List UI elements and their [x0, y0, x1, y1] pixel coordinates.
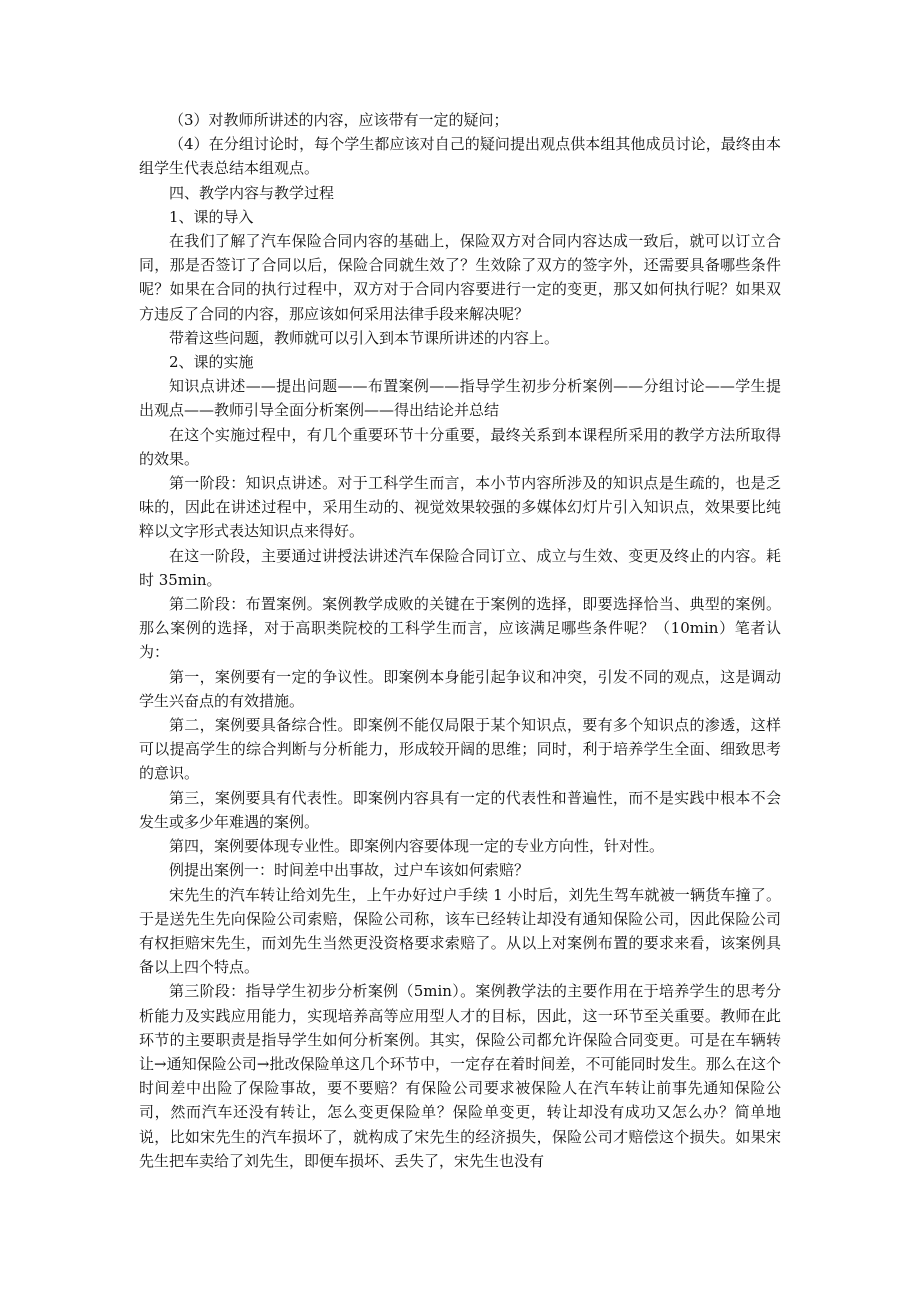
paragraph-case-title: 例提出案例一：时间差中出事故，过户车该如何索赔？	[169, 861, 530, 880]
paragraph-stage-one-time: 在这一阶段，主要通过讲授法讲述汽车保险合同订立、成立与生效、变更及终止的内容。耗时 35min。	[139, 546, 781, 589]
paragraph-item-3: （3）对教师所讲述的内容，应该带有一定的疑问；	[169, 111, 509, 129]
paragraph-lead-in: 带着这些问题，教师就可以引入到本节课所讲述的内容上。	[169, 328, 560, 347]
paragraph-criterion-third: 第三，案例要具有代表性。即案例内容具有一定的代表性和普遍性，而不是实践中根本不会发生或多少年难遇的案例。	[139, 788, 781, 831]
paragraph-criterion-second: 第二，案例要具备综合性。即案例不能仅局限于某个知识点，要有多个知识点的渗透，这样可以提高学生的综合判断与分析能力，形成较开阔的思维；同时，利于培养学生全面、细致思考的意识。	[139, 716, 781, 783]
paragraph-introduction: 在我们了解了汽车保险合同内容的基础上，保险双方对合同内容达成一致后，就可以订立合同，那是否签订了合同以后，保险合同就生效了？生效除了双方的签字外，还需要具备哪些条件呢？如果在合同的执行过程中，双方对于合同内容要进行一定的变更，那又如何执行呢？如果双方违反了合同的内容，那应该如何采用法律手段来解决呢？	[139, 232, 781, 323]
subheading-implementation: 2、课的实施	[169, 353, 254, 372]
paragraph-criterion-first: 第一，案例要有一定的争议性。即案例本身能引起争议和冲突，引发不同的观点，这是调动学生兴奋点的有效措施。	[139, 667, 781, 710]
paragraph-process-flow: 知识点讲述——提出问题——布置案例——指导学生初步分析案例——分组讨论——学生提出观点——教师引导全面分析案例——得出结论并总结	[139, 377, 781, 420]
subheading-introduction: 1、课的导入	[169, 207, 254, 226]
paragraph-stage-three: 第三阶段：指导学生初步分析案例（5min）。案例教学法的主要作用在于培养学生的思考分析能力及实践应用能力，实现培养高等应用型人才的目标，因此，这一环节至关重要。教师在此环节的主要职责是指导学生如何分析案例。其实，保险公司都允许保险合同变更。可是在车辆转让→通知保险公司→批改保险单这几个环节中，一定存在着时间差，不可能同时发生。那么在这个时间差中出险了保险事故，要不要赔？有保险公司要求被保险人在汽车转让前事先通知保险公司，然而汽车还没有转让，怎么变更保险单？保险单变更，转让却没有成功又怎么办？简单地说，比如宋先生的汽车损坏了，就构成了宋先生的经济损失，保险公司才赔偿这个损失。如果宋先生把车卖给了刘先生，即便车损坏、丢失了，宋先生也没有	[139, 982, 781, 1170]
section-heading-teaching-content: 四、教学内容与教学过程	[169, 183, 335, 202]
paragraph-stage-two: 第二阶段：布置案例。案例教学成败的关键在于案例的选择，即要选择恰当、典型的案例。那么案例的选择，对于高职类院校的工科学生而言，应该满足哪些条件呢？（10min）笔者认为：	[139, 595, 781, 662]
paragraph-case-description: 宋先生的汽车转让给刘先生，上午办好过户手续 1 小时后，刘先生驾车就被一辆货车撞了。于是送先生先向保险公司索赔，保险公司称，该车已经转让却没有通知保险公司，因此保险公司有权拒赔宋先生，而刘先生当然更没资格要求索赔了。从以上对案例布置的要求来看，该案例具备以上四个特点。	[139, 885, 781, 977]
paragraph-stage-one: 第一阶段：知识点讲述。对于工科学生而言，本小节内容所涉及的知识点是生疏的，也是乏味的，因此在讲述过程中，采用生动的、视觉效果较强的多媒体幻灯片引入知识点，效果要比纯粹以文字形式表达知识点来得好。	[139, 474, 781, 541]
paragraph-item-4: （4）在分组讨论时，每个学生都应该对自己的疑问提出观点供本组其他成员讨论，最终由本组学生代表总结本组观点。	[139, 135, 781, 178]
document-body	[139, 108, 781, 1173]
paragraph-criterion-fourth: 第四，案例要体现专业性。即案例内容要体现一定的专业方向性，针对性。	[169, 837, 665, 856]
paragraph-key-steps: 在这个实施过程中，有几个重要环节十分重要，最终关系到本课程所采用的教学方法所取得的效果。	[139, 425, 781, 468]
